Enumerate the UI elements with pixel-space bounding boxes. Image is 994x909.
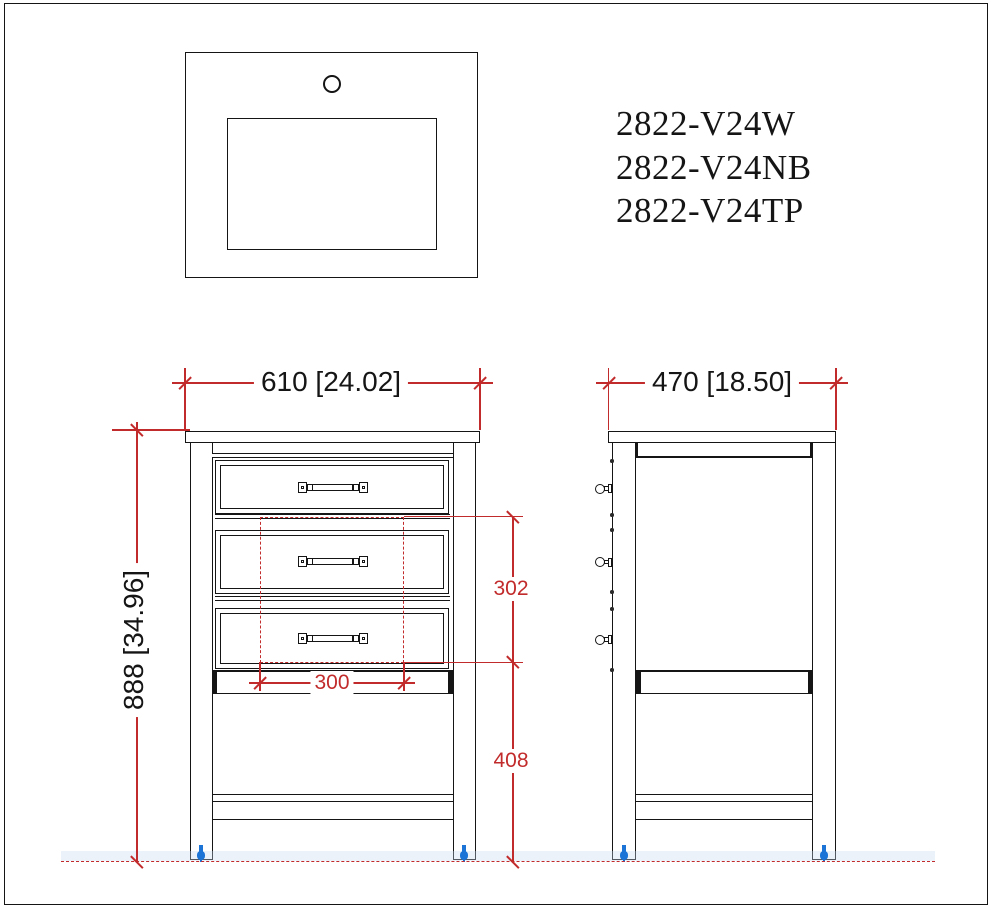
drawer-1-handle-cap-left: [298, 482, 307, 493]
knob-plate: [608, 558, 612, 567]
extension-line: [184, 368, 185, 430]
leveling-foot: [620, 845, 629, 862]
screw-dot: [610, 607, 614, 611]
screw-dot: [610, 668, 614, 672]
dim-side-depth-label: 470 [18.50]: [645, 366, 799, 398]
screw-dot: [610, 459, 614, 463]
shelf-line-side: [636, 819, 813, 820]
shelf-line-front: [213, 819, 453, 820]
floor-line: [61, 861, 935, 862]
extension-line: [403, 662, 404, 691]
knob-plate: [608, 635, 612, 644]
model-number-line: 2822-V24TP: [616, 191, 804, 230]
model-number-list: [616, 102, 812, 233]
extension-line: [835, 368, 836, 430]
model-number-line: 2822-V24W: [616, 104, 796, 143]
faucet-hole: [323, 75, 341, 93]
drawer-1-handle-bar: [307, 484, 359, 491]
handle-screw-icon: [362, 486, 365, 489]
shelf-line-side: [636, 801, 813, 802]
extension-line: [404, 662, 523, 663]
dim-base-clearance-label: 408: [489, 749, 532, 773]
shelf-line-front: [213, 794, 453, 795]
sink-basin: [227, 118, 437, 250]
handle-screw-icon: [301, 486, 304, 489]
rail-joint-left: [637, 672, 641, 693]
countertop-front: [185, 431, 480, 443]
top-rail-front: [212, 453, 453, 458]
screw-dot: [610, 513, 614, 517]
front-leg-right: [453, 443, 476, 861]
screw-dot: [610, 590, 614, 594]
model-number-line: 2822-V24NB: [616, 147, 812, 187]
screw-dot: [610, 528, 614, 532]
dim-drawer-stack-label: 302: [489, 577, 532, 601]
extension-line: [479, 368, 480, 430]
side-stile-back: [812, 443, 836, 861]
extension-line: [404, 516, 523, 517]
extension-line: [112, 429, 190, 430]
top-rail-side: [636, 456, 813, 458]
extension-line: [608, 368, 609, 430]
datum-dashed-rect: [260, 517, 405, 663]
floor-shading: [61, 851, 935, 861]
leveling-foot: [197, 845, 206, 862]
front-leg-left: [190, 443, 213, 861]
bottom-rail-side: [636, 670, 813, 694]
drawer-1-handle-cap-right: [359, 482, 368, 493]
leveling-foot: [820, 845, 829, 862]
dim-overall-height-label: 888 [34.96]: [118, 563, 150, 717]
extension-line: [259, 662, 260, 691]
shelf-line-side: [636, 794, 813, 795]
shelf-line-front: [213, 801, 453, 802]
side-stile-front: [612, 443, 636, 861]
leveling-foot: [460, 845, 469, 862]
knob-plate: [608, 484, 612, 493]
rail-joint-right: [448, 672, 452, 693]
rail-joint-left: [213, 672, 217, 693]
dim-front-width-label: 610 [24.02]: [254, 366, 408, 398]
countertop-side: [608, 431, 837, 443]
rail-joint-right: [808, 672, 812, 693]
dim-drawer-opening-label: 300: [310, 671, 353, 695]
